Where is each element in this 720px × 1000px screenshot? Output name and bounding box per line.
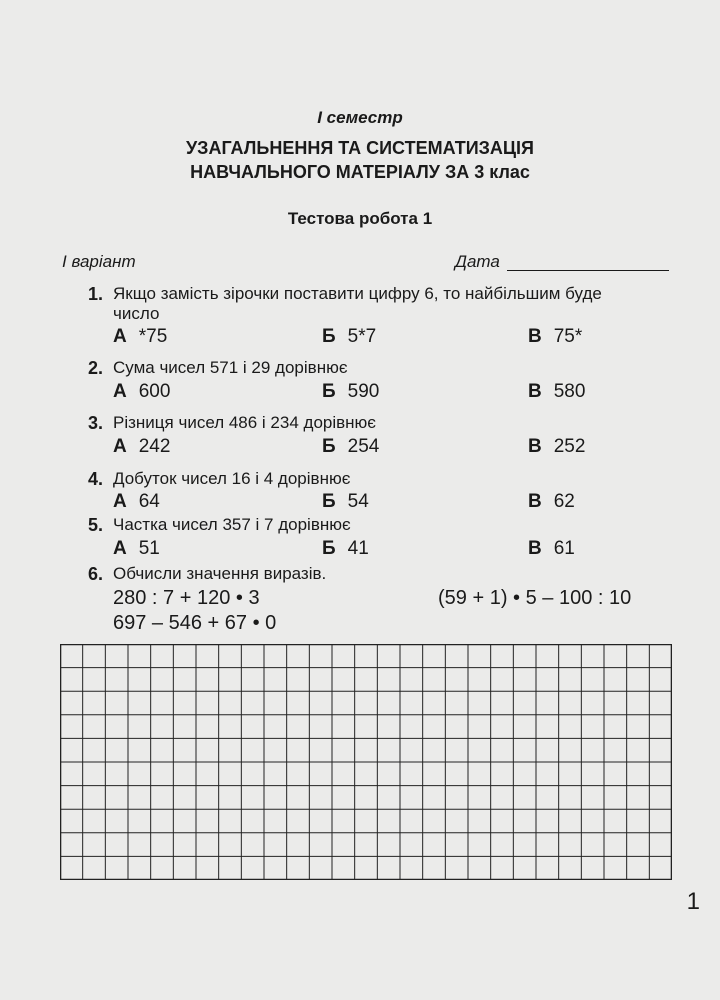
question-6-text: Обчисли значення виразів. bbox=[113, 564, 327, 583]
question-3-option-b[interactable] bbox=[322, 436, 379, 458]
question-4-option-a[interactable] bbox=[113, 491, 160, 513]
date-label: Дата bbox=[455, 252, 500, 271]
question-4-number: 4. bbox=[88, 469, 104, 489]
question-1-option-a[interactable] bbox=[113, 326, 167, 348]
question-4-text: Добуток чисел 16 і 4 дорівнює bbox=[113, 469, 351, 488]
question-6-number: 6. bbox=[88, 564, 104, 584]
option-letter: В bbox=[528, 436, 542, 457]
answer-grid[interactable] bbox=[60, 644, 672, 880]
option-letter: А bbox=[113, 326, 127, 347]
page-number: 1 bbox=[686, 888, 700, 915]
question-5-option-b[interactable] bbox=[322, 538, 369, 560]
option-letter: В bbox=[528, 491, 542, 512]
question-5-text: Частка чисел 357 і 7 дорівнює bbox=[113, 515, 351, 534]
question-5-option-c[interactable] bbox=[528, 538, 575, 560]
option-value: 590 bbox=[347, 381, 380, 402]
question-2-text: Сума чисел 571 і 29 дорівнює bbox=[113, 358, 348, 377]
option-letter: Б bbox=[322, 538, 336, 559]
semester-label: I семестр bbox=[317, 108, 403, 127]
option-letter: В bbox=[528, 326, 542, 347]
test-title: Тестова робота 1 bbox=[287, 209, 433, 228]
option-letter: В bbox=[528, 381, 542, 402]
expression-1: 280 : 7 + 120 • 3 bbox=[113, 587, 260, 609]
question-1-option-c[interactable] bbox=[528, 326, 582, 348]
question-3-number: 3. bbox=[88, 413, 104, 433]
title-line-1: УЗАГАЛЬНЕННЯ ТА СИСТЕМАТИЗАЦІЯ bbox=[185, 138, 534, 158]
question-1-option-b[interactable] bbox=[322, 326, 376, 348]
option-value: 580 bbox=[553, 381, 586, 402]
option-value: 64 bbox=[138, 491, 160, 512]
option-value: 600 bbox=[138, 381, 171, 402]
option-letter: А bbox=[113, 381, 127, 402]
option-letter: Б bbox=[322, 326, 336, 347]
option-value: 242 bbox=[138, 436, 171, 457]
question-3-text: Різниця чисел 486 і 234 дорівнює bbox=[113, 413, 376, 432]
title-line-2: НАВЧАЛЬНОГО МАТЕРІАЛУ ЗА 3 клас bbox=[190, 162, 530, 182]
option-letter: В bbox=[528, 538, 542, 559]
option-value: *75 bbox=[138, 326, 168, 347]
question-2-option-c[interactable] bbox=[528, 381, 585, 403]
variant-label: I варіант bbox=[62, 252, 136, 271]
option-value: 61 bbox=[553, 538, 575, 559]
option-letter: А bbox=[113, 436, 127, 457]
option-value: 252 bbox=[553, 436, 586, 457]
option-value: 254 bbox=[347, 436, 380, 457]
option-value: 41 bbox=[347, 538, 369, 559]
question-5-option-a[interactable] bbox=[113, 538, 160, 560]
expression-2: (59 + 1) • 5 – 100 : 10 bbox=[438, 587, 632, 609]
question-1-text-cont: число bbox=[113, 304, 160, 323]
option-letter: А bbox=[113, 538, 127, 559]
option-letter: Б bbox=[322, 436, 336, 457]
question-2-option-b[interactable] bbox=[322, 381, 379, 403]
option-letter: Б bbox=[322, 491, 336, 512]
option-value: 75* bbox=[553, 326, 583, 347]
question-3-option-c[interactable] bbox=[528, 436, 585, 458]
expression-3: 697 – 546 + 67 • 0 bbox=[113, 612, 277, 634]
option-value: 51 bbox=[138, 538, 160, 559]
option-letter: А bbox=[113, 491, 127, 512]
question-5-number: 5. bbox=[88, 515, 104, 535]
question-1-text: Якщо замість зірочки поставити цифру 6, то найбільшим буде bbox=[113, 284, 602, 303]
option-value: 62 bbox=[553, 491, 575, 512]
option-value: 54 bbox=[347, 491, 369, 512]
option-value: 5*7 bbox=[347, 326, 377, 347]
question-2-number: 2. bbox=[88, 358, 104, 378]
question-4-option-c[interactable] bbox=[528, 491, 575, 513]
question-3-option-a[interactable] bbox=[113, 436, 170, 458]
question-1-number: 1. bbox=[88, 284, 104, 304]
date-blank-line[interactable] bbox=[507, 270, 669, 271]
question-2-option-a[interactable] bbox=[113, 381, 170, 403]
option-letter: Б bbox=[322, 381, 336, 402]
question-4-option-b[interactable] bbox=[322, 491, 369, 513]
